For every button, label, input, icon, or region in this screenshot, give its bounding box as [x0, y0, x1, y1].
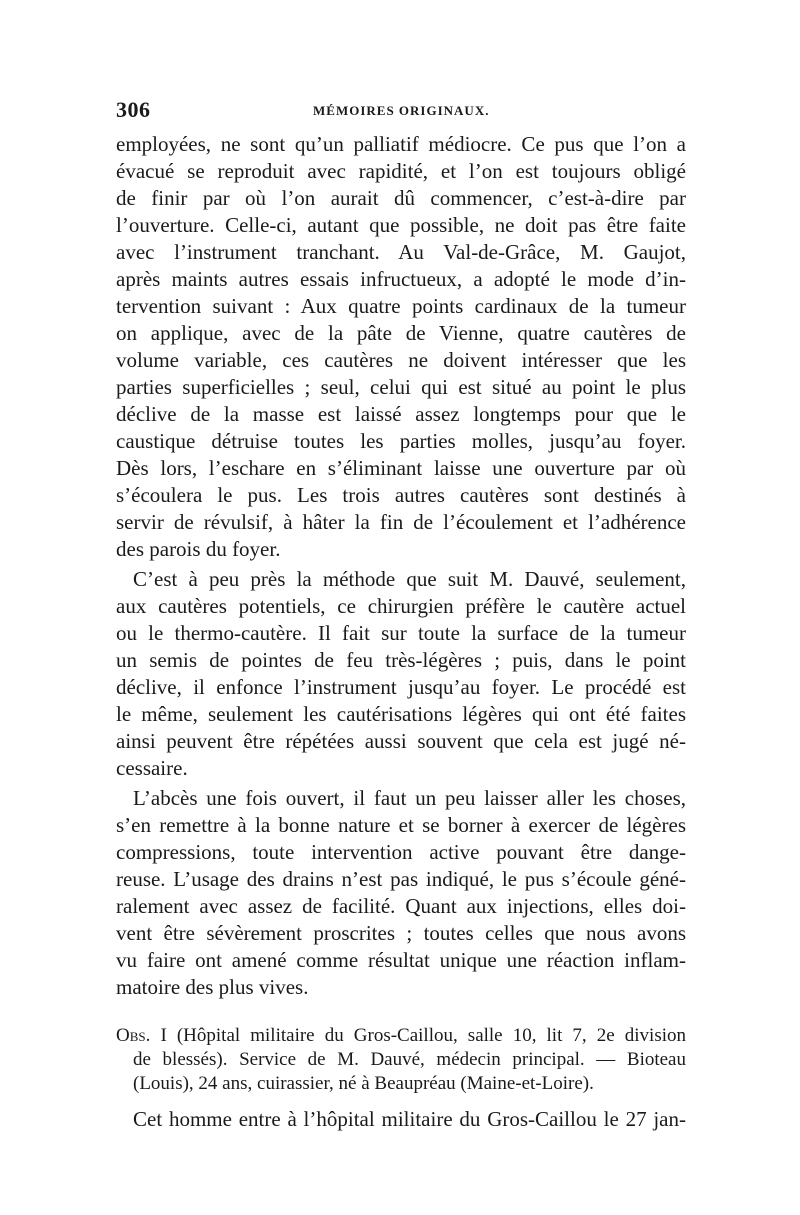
- text-line: avec l’instrument tranchant. Au Val-de-Grâce, M. Gaujot,: [116, 240, 686, 264]
- text-line: reuse. L’usage des drains n’est pas indiqué, le pus s’écoule géné-: [116, 867, 686, 891]
- text-line: ainsi peuvent être répétées aussi souvent que cela est jugé né-: [116, 729, 686, 753]
- text-line: caustique détruise toutes les parties molles, jusqu’au foyer.: [116, 429, 686, 453]
- text-line: Cet homme entre à l’hôpital militaire du Gros-Caillou le 27 jan-: [133, 1107, 686, 1131]
- text-line: le même, seulement les cautérisations légères qui ont été faites: [116, 702, 686, 726]
- text-line: C’est à peu près la méthode que suit M. Dauvé, seulement,: [133, 567, 686, 591]
- observation-label: Obs.: [116, 1025, 151, 1046]
- observation-line: de blessés). Service de M. Dauvé, médecin principal. — Bioteau: [133, 1049, 686, 1070]
- text-line: évacué se reproduit avec rapidité, et l’on est toujours obligé: [116, 159, 686, 183]
- text-line: un semis de pointes de feu très-légères ; puis, dans le point: [116, 648, 686, 672]
- text-line: compressions, toute intervention active pouvant être dange-: [116, 840, 686, 864]
- text-line: des parois du foyer.: [116, 537, 281, 561]
- text-line: s’en remettre à la bonne nature et se borner à exercer de légères: [116, 813, 686, 837]
- text-line: aux cautères potentiels, ce chirurgien préfère le cautère actuel: [116, 594, 686, 618]
- observation-line: (Louis), 24 ans, cuirassier, né à Beaupréau (Maine-et-Loire).: [133, 1073, 594, 1094]
- text-line: déclive de la masse est laissé assez longtemps pour que le: [116, 402, 686, 426]
- text-line: ou le thermo-cautère. Il fait sur toute la surface de la tumeur: [116, 621, 686, 645]
- text-line: vu faire ont amené comme résultat unique une réaction inflam-: [116, 948, 686, 972]
- text-line: de finir par où l’on aurait dû commencer, c’est-à-dire par: [116, 186, 686, 210]
- text-line: servir de révulsif, à hâter la fin de l’écoulement et l’adhérence: [116, 510, 686, 534]
- text-line: s’écoulera le pus. Les trois autres cautères sont destinés à: [116, 483, 686, 507]
- text-line: cessaire.: [116, 756, 188, 780]
- text-line: L’abcès une fois ouvert, il faut un peu laisser aller les choses,: [133, 786, 686, 810]
- text-line: volume variable, ces cautères ne doivent intéresser que les: [116, 348, 686, 372]
- text-line: parties superficielles ; seul, celui qui est situé au point le plus: [116, 375, 686, 399]
- text-line: Dès lors, l’eschare en s’éliminant laisse une ouverture par où: [116, 456, 686, 480]
- observation-line: [116, 1024, 686, 1048]
- text-line: vent être sévèrement proscrites ; toutes celles que nous avons: [116, 921, 686, 945]
- text-line: ralement avec assez de facilité. Quant aux injections, elles doi-: [116, 894, 686, 918]
- running-head: [116, 97, 686, 121]
- text-line: après maints autres essais infructueux, a adopté le mode d’in-: [116, 267, 686, 291]
- text-line: matoire des plus vives.: [116, 975, 309, 999]
- running-title: MÉMOIRES ORIGINAUX.: [313, 103, 490, 118]
- text-line: tervention suivant : Aux quatre points cardinaux de la tumeur: [116, 294, 686, 318]
- text-line: l’ouverture. Celle-ci, autant que possible, ne doit pas être faite: [116, 213, 686, 237]
- text-line: déclive, il enfonce l’instrument jusqu’au foyer. Le procédé est: [116, 675, 686, 699]
- text-line: on applique, avec de la pâte de Vienne, quatre cautères de: [116, 321, 686, 345]
- observation-text: I (Hôpital militaire du Gros-Caillou, salle 10, lit 7, 2e division: [160, 1025, 686, 1046]
- page-number: 306: [116, 97, 151, 122]
- text-line: employées, ne sont qu’un palliatif médiocre. Ce pus que l’on a: [116, 132, 686, 156]
